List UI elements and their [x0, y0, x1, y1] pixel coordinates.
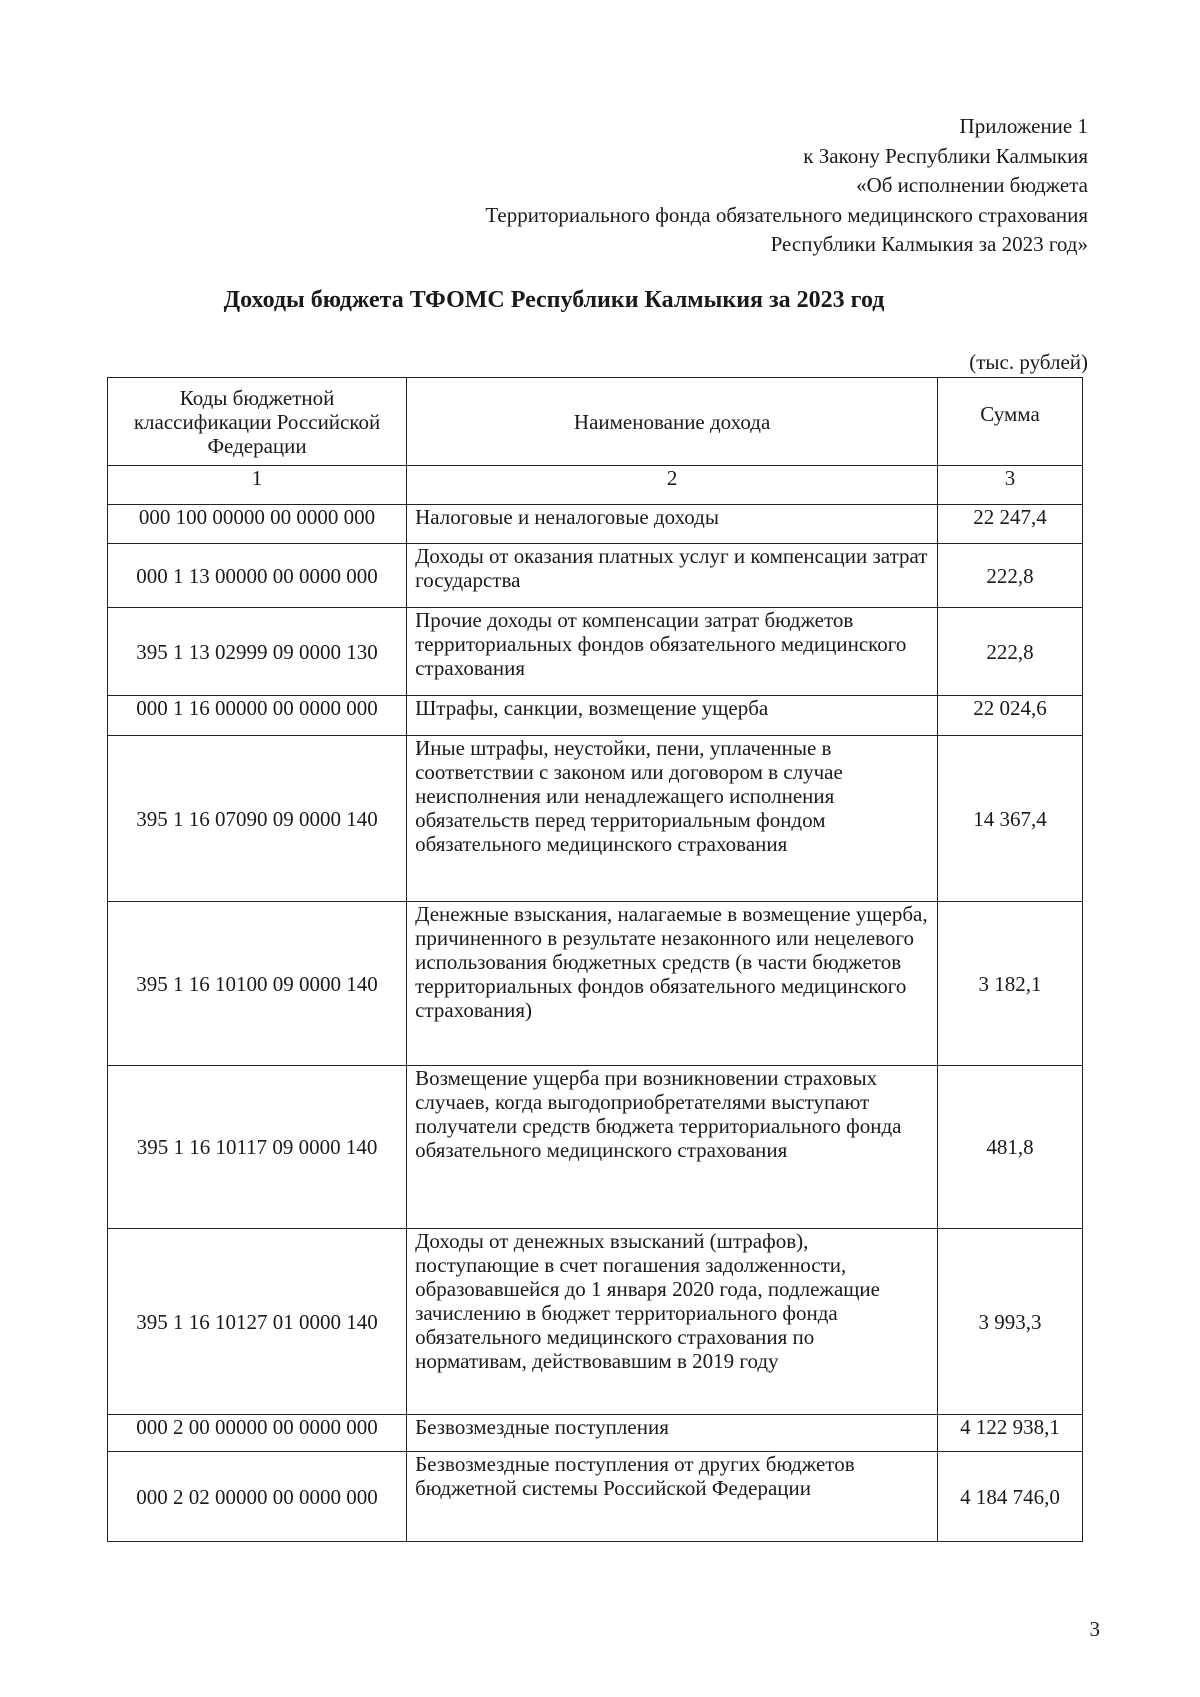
income-table — [107, 377, 1083, 1542]
row-sum: 4 184 746,0 — [938, 1452, 1083, 1542]
row-sum: 22 024,6 — [938, 696, 1083, 736]
row-sum: 481,8 — [938, 1066, 1083, 1229]
row-sum: 4 122 938,1 — [938, 1415, 1083, 1452]
header-sum: Сумма — [938, 378, 1083, 466]
row-code: 395 1 16 10127 01 0000 140 — [108, 1229, 407, 1415]
table-row — [108, 1229, 1083, 1415]
row-code: 000 1 16 00000 00 0000 000 — [108, 696, 407, 736]
row-name: Денежные взыскания, налагаемые в возмещение ущерба, причиненного в результате незаконного или нецелевого использования бюджетных средств (в части бюджетов территориальных фондов обязательного медицинского страхования) — [407, 902, 938, 1066]
appendix-line: к Закону Республики Калмыкия — [803, 143, 1088, 168]
page-number: 3 — [1089, 1617, 1100, 1641]
row-name: Налоговые и неналоговые доходы — [407, 505, 938, 544]
row-name: Прочие доходы от компенсации затрат бюджетов территориальных фондов обязательного медицинского страхования — [407, 608, 938, 696]
row-code: 000 2 00 00000 00 0000 000 — [108, 1415, 407, 1452]
row-code: 000 2 02 00000 00 0000 000 — [108, 1452, 407, 1542]
row-name: Доходы от денежных взысканий (штрафов), поступающие в счет погашения задолженности, образовавшейся до 1 января 2020 года, подлежащие зачислению в бюджет территориального фонда обязательного медицинского страхования по нормативам, действовавшим в 2019 году — [407, 1229, 938, 1415]
column-number-row — [108, 466, 1083, 505]
row-name: Возмещение ущерба при возникновении страховых случаев, когда выгодоприобретателями выступают получатели средств бюджета территориального фонда обязательного медицинского страхования — [407, 1066, 938, 1229]
row-name: Безвозмездные поступления — [407, 1415, 938, 1452]
row-sum: 3 182,1 — [938, 902, 1083, 1066]
table-row — [108, 696, 1083, 736]
table-row — [108, 505, 1083, 544]
row-sum: 222,8 — [938, 608, 1083, 696]
table-row — [108, 1066, 1083, 1229]
appendix-line: «Об исполнении бюджета — [856, 173, 1088, 197]
row-code: 395 1 16 10117 09 0000 140 — [108, 1066, 407, 1229]
table-header-row — [108, 378, 1083, 466]
row-sum: 3 993,3 — [938, 1229, 1083, 1415]
table-row — [108, 608, 1083, 696]
column-number: 1 — [108, 466, 407, 505]
row-code: 395 1 16 07090 09 0000 140 — [108, 736, 407, 902]
row-code: 395 1 16 10100 09 0000 140 — [108, 902, 407, 1066]
table-row — [108, 544, 1083, 608]
row-name: Доходы от оказания платных услуг и компенсации затрат государства — [407, 544, 938, 608]
appendix-line: Приложение 1 — [959, 114, 1088, 138]
units-label: (тыс. рублей) — [969, 350, 1088, 374]
header-code: Коды бюджетной классификации Российской Федерации — [108, 378, 407, 466]
header-name: Наименование дохода — [407, 378, 938, 466]
row-name: Штрафы, санкции, возмещение ущерба — [407, 696, 938, 736]
row-code: 395 1 13 02999 09 0000 130 — [108, 608, 407, 696]
document-title: Доходы бюджета ТФОМС Республики Калмыкия за 2023 год — [223, 287, 885, 313]
row-code: 000 1 13 00000 00 0000 000 — [108, 544, 407, 608]
row-sum: 22 247,4 — [938, 505, 1083, 544]
row-name: Безвозмездные поступления от других бюджетов бюджетной системы Российской Федерации — [407, 1452, 938, 1542]
table-row — [108, 736, 1083, 902]
table-row — [108, 1415, 1083, 1452]
table-row — [108, 1452, 1083, 1542]
column-number: 3 — [938, 466, 1083, 505]
appendix-line: Территориального фонда обязательного медицинского страхования — [485, 202, 1088, 227]
appendix-line: Республики Калмыкия за 2023 год» — [770, 232, 1088, 256]
row-code: 000 100 00000 00 0000 000 — [108, 505, 407, 544]
row-name: Иные штрафы, неустойки, пени, уплаченные в соответствии с законом или договором в случае неисполнения или ненадлежащего исполнения обязательств перед территориальным фондом обязательного медицинского страхования — [407, 736, 938, 902]
row-sum: 222,8 — [938, 544, 1083, 608]
table-row — [108, 902, 1083, 1066]
row-sum: 14 367,4 — [938, 736, 1083, 902]
appendix-header — [485, 112, 1088, 260]
column-number: 2 — [407, 466, 938, 505]
